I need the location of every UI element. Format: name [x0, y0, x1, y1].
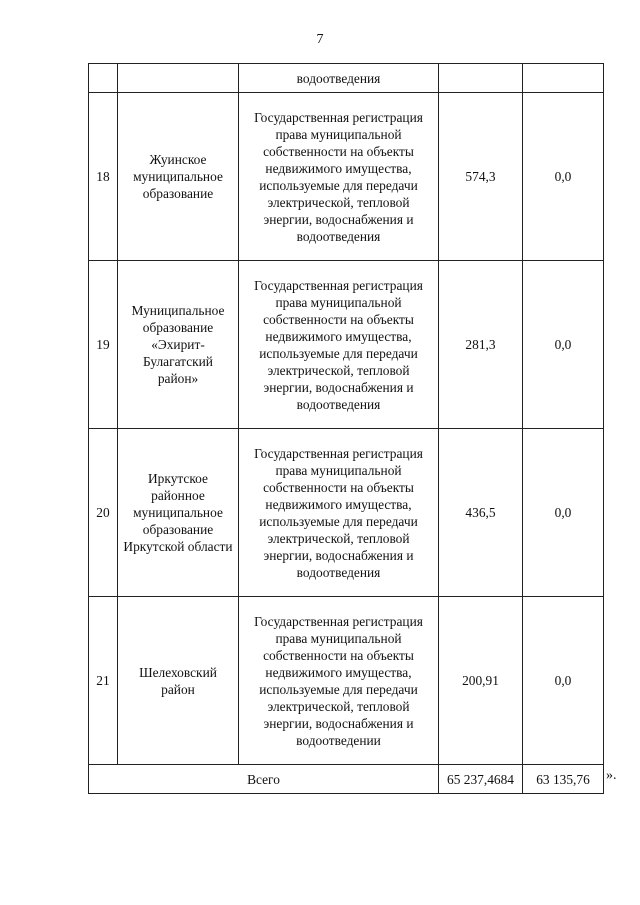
purpose-cell: Государственная регистрация права муниципальной собственности на объекты недвижимого имущества, используемые для передачи электрической, тепловой энергии, водоснабжения и водоотведения [239, 429, 439, 597]
total-row [89, 765, 604, 794]
amount-2-cell: 0,0 [523, 429, 604, 597]
municipality-cell: Муниципальное образование «Эхирит-Булагатский район» [118, 261, 239, 429]
amount-2-cell [523, 64, 604, 93]
amount-2-cell: 0,0 [523, 93, 604, 261]
table-row [89, 429, 604, 597]
amount-1-cell: 281,3 [439, 261, 523, 429]
row-number-cell: 21 [89, 597, 118, 765]
row-number-cell: 20 [89, 429, 118, 597]
total-amount-2: 63 135,76 [523, 765, 604, 794]
purpose-cell: Государственная регистрация права муниципальной собственности на объекты недвижимого имущества, используемые для передачи электрической, тепловой энергии, водоснабжения и водоотведения [239, 261, 439, 429]
subsidy-table [88, 63, 604, 794]
amount-1-cell: 574,3 [439, 93, 523, 261]
total-label: Всего [89, 765, 439, 794]
amount-1-cell [439, 64, 523, 93]
closing-quote-mark: ». [606, 768, 617, 783]
row-number-cell: 18 [89, 93, 118, 261]
municipality-cell: Иркутское районное муниципальное образование Иркутской области [118, 429, 239, 597]
row-number-cell: 19 [89, 261, 118, 429]
table-row [89, 93, 604, 261]
purpose-cell: Государственная регистрация права муниципальной собственности на объекты недвижимого имущества, используемые для передачи электрической, тепловой энергии, водоснабжения и водоотведения [239, 93, 439, 261]
amount-2-cell: 0,0 [523, 597, 604, 765]
purpose-cell: водоотведения [239, 64, 439, 93]
row-number-cell [89, 64, 118, 93]
municipality-cell: Жуинское муниципальное образование [118, 93, 239, 261]
amount-1-cell: 200,91 [439, 597, 523, 765]
amount-2-cell: 0,0 [523, 261, 604, 429]
municipality-cell: Шелеховский район [118, 597, 239, 765]
table-row [89, 261, 604, 429]
municipality-cell [118, 64, 239, 93]
total-amount-1: 65 237,4684 [439, 765, 523, 794]
table-row [89, 597, 604, 765]
table-row-continuation [89, 64, 604, 93]
amount-1-cell: 436,5 [439, 429, 523, 597]
page-number: 7 [316, 32, 324, 47]
purpose-cell: Государственная регистрация права муниципальной собственности на объекты недвижимого имущества, используемые для передачи электрической, тепловой энергии, водоснабжения и водоотведении [239, 597, 439, 765]
